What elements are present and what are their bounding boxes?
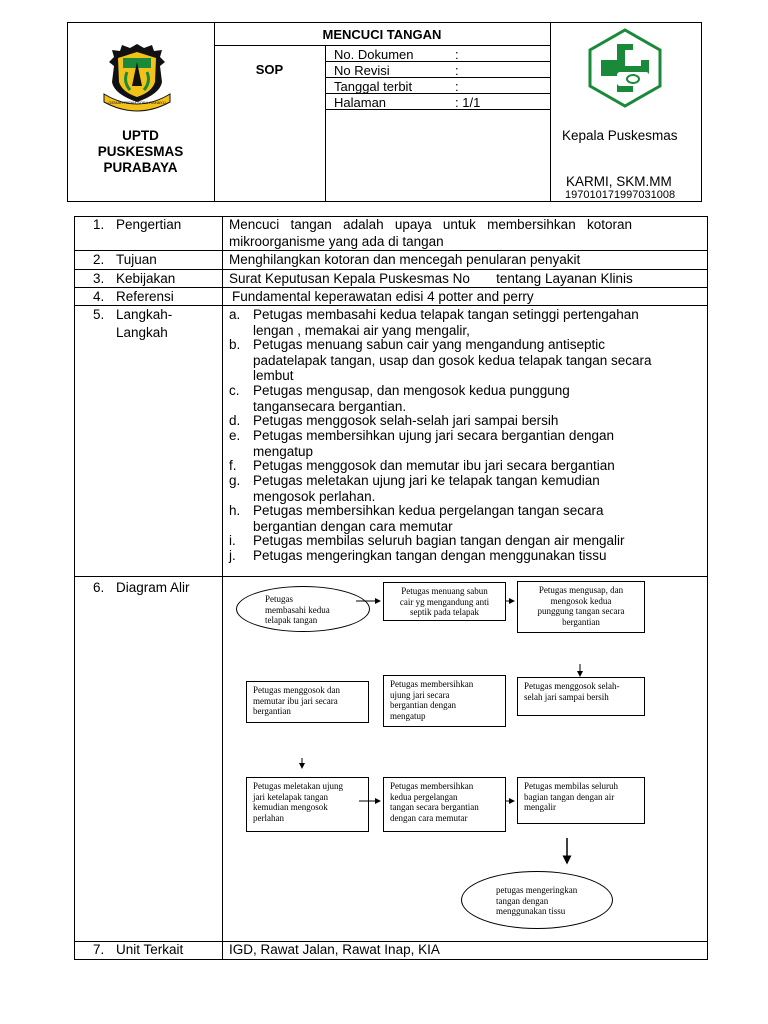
- flow-node-text: membasahi kedua: [265, 604, 330, 615]
- row-label-referensi: Referensi: [116, 289, 174, 304]
- flow-node-text: perlahan: [253, 812, 284, 823]
- flow-node: [383, 582, 506, 621]
- table-row-divider: [74, 287, 708, 288]
- row-label-unit: Unit Terkait: [116, 942, 184, 957]
- flow-node-text: cair yg mengandung anti: [399, 596, 490, 607]
- step-text: Petugas membilas seluruh bagian tangan dengan air mengalir: [253, 533, 625, 548]
- table-row-divider: [74, 305, 708, 306]
- step-letter: a.: [229, 307, 241, 322]
- flow-node-text: jari ketelapak tangan: [253, 791, 328, 802]
- regency-crest-logo: [100, 42, 174, 114]
- step-text: padatelapak tangan, usap dan gosok kedua telapak tangan secara: [253, 352, 652, 368]
- row-number: 7.: [93, 942, 105, 957]
- doc-field-label: No. Dokumen: [334, 47, 414, 62]
- flow-node-text: memutar ibu jari secara: [253, 695, 338, 706]
- flow-node-text: mengatup: [390, 710, 426, 721]
- step-text: Petugas menuang sabun cair yang mengandung antiseptic: [253, 337, 605, 352]
- step-letter: j.: [229, 548, 236, 563]
- step-text: Petugas menggosok selah-selah jari sampai bersih: [253, 413, 559, 428]
- step-text: Petugas membasahi kedua telapak tangan setinggi pertengahan: [253, 307, 639, 322]
- flow-node-text: kedua pergelangan: [390, 791, 458, 802]
- step-text: Petugas mengusap, dan mengosok kedua punggung: [253, 383, 570, 398]
- flow-node-text: punggung tangan secara: [537, 606, 625, 616]
- step-text: Petugas membersihkan kedua pergelangan tangan secara: [253, 503, 604, 518]
- flow-node-text: mengalir: [524, 802, 556, 812]
- row-label-kebijakan: Kebijakan: [116, 271, 176, 286]
- page-title: MENCUCI TANGAN: [322, 27, 442, 42]
- flow-node-text: Petugas membilas seluruh: [524, 781, 618, 791]
- step-letter: g.: [229, 473, 241, 488]
- doc-field-value: :: [455, 47, 459, 62]
- flow-node: [517, 677, 645, 716]
- org-line: PUSKESMAS: [97, 144, 184, 159]
- flow-node-text: ujung jari secara: [390, 689, 450, 700]
- step-text: tangansecara bergantian.: [253, 398, 407, 414]
- flow-node: [246, 777, 369, 832]
- header-divider: [214, 22, 215, 202]
- flow-node-text: Petugas membersihkan: [390, 781, 474, 791]
- step-text: Petugas mengeringkan tangan dengan menggunakan tissu: [253, 548, 607, 563]
- flow-node: [383, 675, 506, 727]
- step-text: mengatup: [253, 443, 314, 459]
- step-text: Petugas meletakan ujung jari ke telapak tangan kemudian: [253, 473, 600, 488]
- header-divider: [214, 45, 550, 46]
- step-letter: d.: [229, 413, 241, 428]
- unit-terkait-text: IGD, Rawat Jalan, Rawat Inap, KIA: [229, 942, 440, 957]
- table-row-divider: [74, 269, 708, 270]
- step-letter: c.: [229, 383, 240, 398]
- step-text: mengosok perlahan.: [253, 488, 376, 504]
- flow-node-text: bagian tangan dengan air: [524, 791, 615, 802]
- flow-node-end: [461, 871, 613, 929]
- logo-ribbon-text: GEMAH RIPAH SOBA RAHAYU: [108, 100, 166, 105]
- flow-node-text: Petugas menggosok selah-: [524, 681, 620, 691]
- org-line: UPTD: [122, 128, 159, 143]
- doc-field-label: Tanggal terbit: [334, 79, 413, 94]
- row-number: 3.: [93, 271, 105, 286]
- flow-node-text: bergantian: [253, 706, 291, 716]
- flow-node: [517, 777, 645, 824]
- row-label-diagram: Diagram Alir: [116, 580, 190, 595]
- signer-role: Kepala Puskesmas: [562, 128, 678, 143]
- doc-field-label: No Revisi: [334, 63, 390, 78]
- flow-node-text: menggunakan tissu: [496, 906, 566, 916]
- sop-label: SOP: [255, 62, 284, 77]
- flow-node-text: Petugas mengusap, dan: [538, 585, 624, 595]
- step-text: lembut: [253, 368, 294, 383]
- header-divider: [550, 22, 551, 202]
- signer-nip: 197010171997031008: [565, 189, 676, 201]
- step-letter: h.: [229, 503, 241, 518]
- header-divider: [325, 45, 326, 202]
- row-number: 4.: [93, 289, 105, 304]
- row-number: 6.: [93, 580, 105, 595]
- flow-node-text: tangan secara bergantian: [390, 802, 479, 812]
- org-line: PURABAYA: [103, 160, 178, 175]
- tujuan-text: Menghilangkan kotoran dan mencegah penularan penyakit: [229, 252, 581, 267]
- doc-field-value: : 1/1: [455, 95, 481, 110]
- flow-node-text: selah jari sampai bersih: [524, 691, 609, 702]
- flow-node-text: Petugas menggosok dan: [253, 685, 340, 695]
- flow-node-text: tangan dengan: [496, 895, 549, 906]
- flow-node-text: telapak tangan: [265, 615, 318, 625]
- flow-node-text: Petugas: [265, 594, 293, 604]
- row-label-pengertian: Pengertian: [116, 217, 182, 232]
- kebijakan-text: Surat Keputusan Kepala Puskesmas No tentang Layanan Klinis: [229, 271, 633, 286]
- flow-node-text: septik pada telapak: [410, 607, 479, 617]
- referensi-text: Fundamental keperawatan edisi 4 potter and perry: [232, 289, 534, 304]
- flow-node-text: Petugas meletakan ujung: [253, 781, 343, 791]
- step-text: lengan , memakai air yang mengalir,: [253, 322, 470, 338]
- step-text: bergantian dengan cara memutar: [253, 518, 453, 534]
- doc-field-value: :: [455, 63, 459, 78]
- flow-node: [383, 777, 506, 832]
- row-label-tujuan: Tujuan: [116, 252, 157, 267]
- row-number: 1.: [93, 217, 105, 232]
- flow-node-text: mengosok kedua: [550, 595, 612, 606]
- org-name: [67, 128, 214, 176]
- step-letter: f.: [229, 458, 237, 473]
- row-label-langkah: Langkah: [116, 325, 168, 340]
- row-number: 5.: [93, 307, 105, 322]
- signer-name: KARMI, SKM.MM: [566, 174, 672, 189]
- step-letter: i.: [229, 533, 236, 548]
- doc-field-label: Halaman: [334, 95, 387, 110]
- flow-node-text: kemudian mengosok: [253, 802, 328, 812]
- row-label-langkah: Langkah-: [116, 307, 173, 322]
- flow-node-text: bergantian: [562, 616, 600, 627]
- flow-node-text: Petugas menuang sabun: [401, 586, 488, 596]
- flow-node-text: dengan cara memutar: [390, 812, 468, 823]
- step-text: Petugas menggosok dan memutar ibu jari secara bergantian: [253, 458, 615, 473]
- pengertian-text: mikroorganisme yang ada di tangan: [229, 234, 444, 249]
- flow-node-start: [236, 586, 370, 632]
- step-text: Petugas membersihkan ujung jari secara bergantian dengan: [253, 428, 614, 443]
- flow-node: [246, 681, 369, 723]
- table-row-divider: [74, 250, 708, 251]
- doc-field-value: :: [455, 79, 459, 94]
- flow-node-text: bergantian dengan: [390, 700, 457, 710]
- flow-node-text: petugas mengeringkan: [496, 885, 578, 895]
- puskesmas-logo: [587, 28, 663, 108]
- step-letter: e.: [229, 428, 241, 443]
- flow-node: [517, 581, 645, 633]
- flow-node-text: Petugas membersihkan: [390, 679, 474, 689]
- step-letter: b.: [229, 337, 241, 352]
- row-number: 2.: [93, 252, 105, 267]
- pengertian-text: Mencuci tangan adalah upaya untuk membersihkan kotoran: [229, 217, 632, 232]
